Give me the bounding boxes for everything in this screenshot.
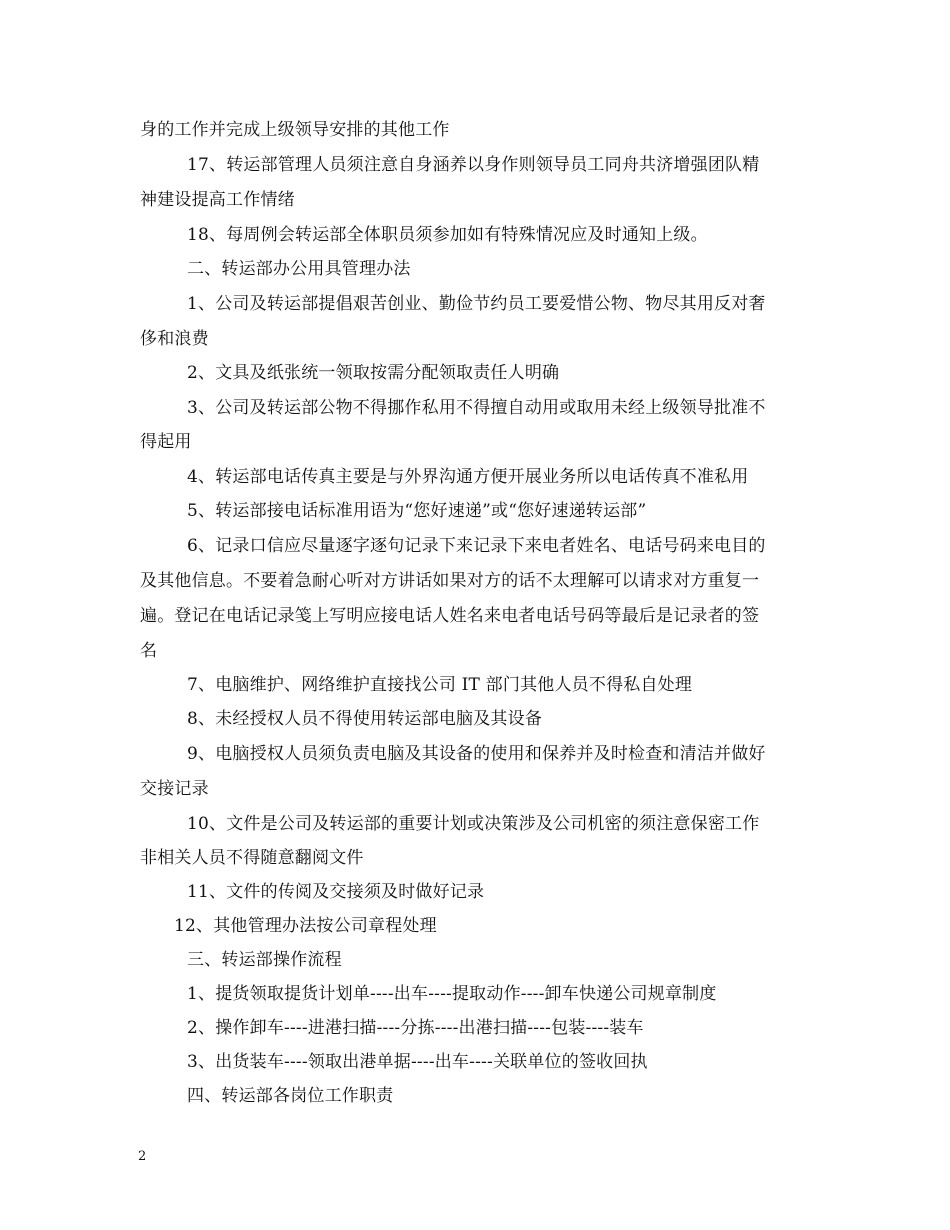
text-line: 2、操作卸车----进港扫描----分拣----出港扫描----包装----装车: [187, 1018, 644, 1038]
text-line: 身的工作并完成上级领导安排的其他工作: [140, 120, 450, 140]
text-line: 神建设提高工作情绪: [140, 190, 295, 210]
section-heading: 三、转运部操作流程: [187, 950, 342, 970]
text-line: 侈和浪费: [140, 329, 209, 349]
text-line: 12、其他管理办法按公司章程处理: [174, 916, 437, 936]
text-line: 及其他信息。不要着急耐心听对方讲话如果对方的话不太理解可以请求对方重复一: [140, 571, 760, 591]
text-line: 7、电脑维护、网络维护直接找公司 IT 部门其他人员不得私自处理: [187, 675, 693, 695]
text-line: 6、记录口信应尽量逐字逐句记录下来记录下来电者姓名、电话号码来电目的: [187, 536, 766, 556]
text-line: 9、电脑授权人员须负责电脑及其设备的使用和保养并及时检查和清洁并做好: [187, 744, 766, 764]
text-line: 遍。登记在电话记录笺上写明应接电话人姓名来电者电话号码等最后是记录者的签: [140, 606, 760, 626]
text-line: 1、公司及转运部提倡艰苦创业、勤俭节约员工要爱惜公物、物尽其用反对奢: [187, 294, 766, 314]
section-heading: 四、转运部各岗位工作职责: [187, 1086, 394, 1106]
text-line: 2、文具及纸张统一领取按需分配领取责任人明确: [187, 363, 560, 383]
text-line: 17、转运部管理人员须注意自身涵养以身作则领导员工同舟共济增强团队精: [187, 155, 760, 175]
text-line: 非相关人员不得随意翻阅文件: [140, 848, 364, 868]
text-line: 1、提货领取提货计划单----出车----提取动作----卸车快递公司规章制度: [187, 984, 717, 1004]
text-line: 4、转运部电话传真主要是与外界沟通方便开展业务所以电话传真不准私用: [187, 467, 749, 487]
text-line: 18、每周例会转运部全体职员须参加如有特殊情况应及时通知上级。: [187, 225, 708, 245]
text-line: 8、未经授权人员不得使用转运部电脑及其设备: [187, 709, 543, 729]
text-line: 11、文件的传阅及交接须及时做好记录: [187, 882, 485, 902]
text-line: 得起用: [140, 432, 192, 452]
text-line: 5、转运部接电话标准用语为“您好速递”或“您好速递转运部”: [187, 501, 647, 521]
text-line: 10、文件是公司及转运部的重要计划或决策涉及公司机密的须注意保密工作: [187, 814, 760, 834]
text-line: 名: [140, 641, 158, 661]
text-line: 交接记录: [140, 779, 209, 799]
text-line: 3、公司及转运部公物不得挪作私用不得擅自动用或取用未经上级领导批准不: [187, 398, 766, 418]
section-heading: 二、转运部办公用具管理办法: [187, 259, 411, 279]
page-number: 2: [138, 1149, 147, 1164]
text-line: 3、出货装车----领取出港单据----出车----关联单位的签收回执: [187, 1052, 648, 1072]
